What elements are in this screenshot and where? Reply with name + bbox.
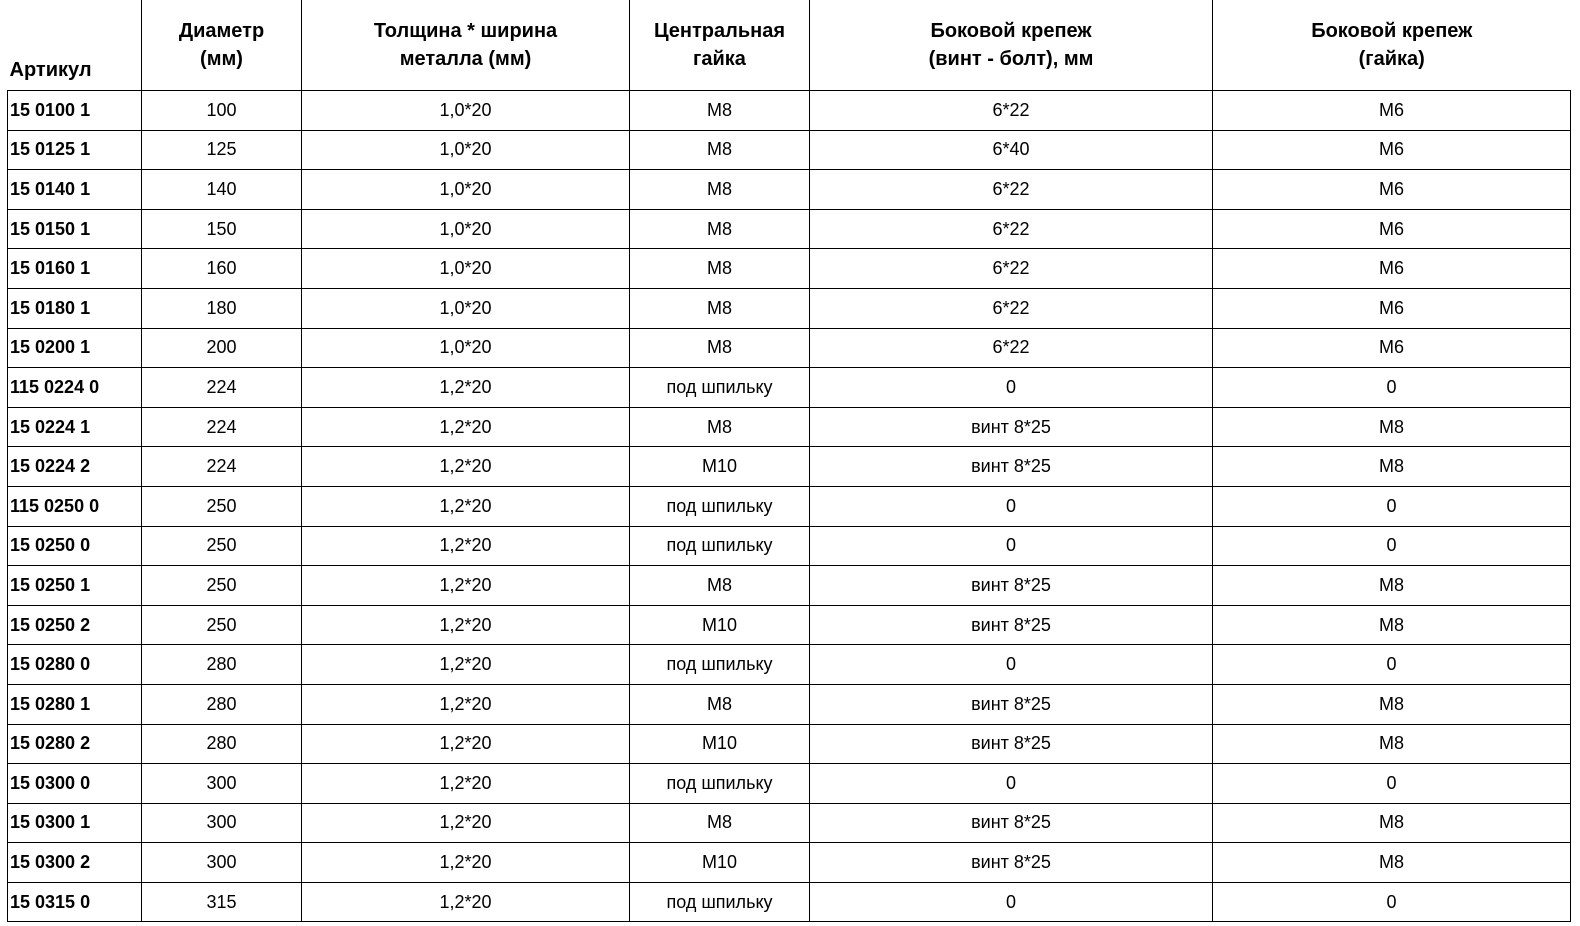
cell-central-nut: M8 (630, 288, 810, 328)
table-row (8, 764, 1571, 804)
cell-side-fastener-nut: M6 (1213, 288, 1571, 328)
cell-thickness-width: 1,2*20 (302, 486, 630, 526)
cell-side-fastener-nut: M8 (1213, 605, 1571, 645)
cell-side-fastener-nut: 0 (1213, 368, 1571, 408)
cell-thickness-width: 1,2*20 (302, 724, 630, 764)
cell-central-nut: M10 (630, 605, 810, 645)
cell-article: 15 0300 2 (8, 843, 142, 883)
cell-article: 15 0224 2 (8, 447, 142, 487)
cell-side-fastener-nut: 0 (1213, 486, 1571, 526)
cell-article: 15 0140 1 (8, 170, 142, 210)
cell-central-nut: M10 (630, 724, 810, 764)
cell-central-nut: под шпильку (630, 764, 810, 804)
cell-side-fastener-screw: винт 8*25 (810, 684, 1213, 724)
cell-side-fastener-nut: M8 (1213, 803, 1571, 843)
header-side-fastener-nut: Боковой крепеж (гайка) (1213, 0, 1571, 91)
cell-thickness-width: 1,0*20 (302, 130, 630, 170)
cell-diameter: 280 (142, 645, 302, 685)
table-row (8, 91, 1571, 131)
table-row (8, 368, 1571, 408)
cell-side-fastener-nut: 0 (1213, 645, 1571, 685)
cell-article: 15 0100 1 (8, 91, 142, 131)
cell-central-nut: M8 (630, 249, 810, 289)
cell-thickness-width: 1,2*20 (302, 645, 630, 685)
cell-thickness-width: 1,2*20 (302, 566, 630, 606)
cell-thickness-width: 1,2*20 (302, 407, 630, 447)
cell-side-fastener-screw: винт 8*25 (810, 407, 1213, 447)
cell-central-nut: под шпильку (630, 645, 810, 685)
cell-diameter: 100 (142, 91, 302, 131)
cell-article: 15 0250 2 (8, 605, 142, 645)
cell-diameter: 150 (142, 209, 302, 249)
cell-article: 15 0300 0 (8, 764, 142, 804)
cell-central-nut: под шпильку (630, 882, 810, 922)
cell-thickness-width: 1,2*20 (302, 605, 630, 645)
cell-diameter: 300 (142, 843, 302, 883)
cell-article: 15 0200 1 (8, 328, 142, 368)
cell-article: 15 0280 0 (8, 645, 142, 685)
cell-diameter: 280 (142, 684, 302, 724)
cell-side-fastener-nut: M6 (1213, 170, 1571, 210)
cell-central-nut: под шпильку (630, 486, 810, 526)
cell-side-fastener-nut: M8 (1213, 684, 1571, 724)
cell-article: 15 0125 1 (8, 130, 142, 170)
cell-thickness-width: 1,0*20 (302, 209, 630, 249)
header-row (8, 0, 1571, 91)
cell-central-nut: M8 (630, 684, 810, 724)
table-row (8, 843, 1571, 883)
table-row (8, 486, 1571, 526)
cell-side-fastener-nut: M6 (1213, 209, 1571, 249)
cell-article: 15 0250 1 (8, 566, 142, 606)
cell-article: 15 0315 0 (8, 882, 142, 922)
cell-thickness-width: 1,2*20 (302, 526, 630, 566)
cell-thickness-width: 1,2*20 (302, 447, 630, 487)
cell-article: 115 0250 0 (8, 486, 142, 526)
cell-side-fastener-screw: 0 (810, 368, 1213, 408)
table-row (8, 170, 1571, 210)
cell-side-fastener-screw: винт 8*25 (810, 803, 1213, 843)
table-row (8, 407, 1571, 447)
cell-diameter: 250 (142, 605, 302, 645)
cell-side-fastener-nut: M6 (1213, 328, 1571, 368)
cell-diameter: 315 (142, 882, 302, 922)
cell-side-fastener-screw: винт 8*25 (810, 566, 1213, 606)
table-row (8, 526, 1571, 566)
cell-side-fastener-nut: 0 (1213, 526, 1571, 566)
cell-side-fastener-screw: 6*22 (810, 328, 1213, 368)
cell-central-nut: M8 (630, 328, 810, 368)
cell-side-fastener-nut: M6 (1213, 91, 1571, 131)
cell-thickness-width: 1,2*20 (302, 764, 630, 804)
table-row (8, 803, 1571, 843)
cell-central-nut: M8 (630, 407, 810, 447)
header-side-fastener-screw: Боковой крепеж (винт - болт), мм (810, 0, 1213, 91)
cell-central-nut: M8 (630, 566, 810, 606)
cell-side-fastener-nut: M8 (1213, 724, 1571, 764)
cell-side-fastener-screw: 0 (810, 882, 1213, 922)
cell-side-fastener-nut: M6 (1213, 249, 1571, 289)
cell-thickness-width: 1,2*20 (302, 803, 630, 843)
cell-central-nut: M8 (630, 91, 810, 131)
cell-side-fastener-screw: 6*22 (810, 249, 1213, 289)
cell-central-nut: под шпильку (630, 368, 810, 408)
cell-diameter: 280 (142, 724, 302, 764)
cell-thickness-width: 1,0*20 (302, 249, 630, 289)
cell-side-fastener-screw: 6*40 (810, 130, 1213, 170)
cell-central-nut: M8 (630, 209, 810, 249)
cell-diameter: 140 (142, 170, 302, 210)
cell-article: 15 0280 1 (8, 684, 142, 724)
table-row (8, 645, 1571, 685)
cell-diameter: 224 (142, 447, 302, 487)
cell-thickness-width: 1,2*20 (302, 843, 630, 883)
cell-side-fastener-screw: 6*22 (810, 170, 1213, 210)
table-row (8, 249, 1571, 289)
cell-diameter: 125 (142, 130, 302, 170)
cell-thickness-width: 1,0*20 (302, 288, 630, 328)
cell-side-fastener-screw: 0 (810, 764, 1213, 804)
cell-central-nut: M8 (630, 130, 810, 170)
cell-side-fastener-nut: M6 (1213, 130, 1571, 170)
cell-side-fastener-screw: 6*22 (810, 91, 1213, 131)
cell-central-nut: M10 (630, 447, 810, 487)
cell-thickness-width: 1,0*20 (302, 91, 630, 131)
spec-table-container (7, 0, 1570, 922)
cell-diameter: 250 (142, 486, 302, 526)
cell-central-nut: под шпильку (630, 526, 810, 566)
cell-diameter: 200 (142, 328, 302, 368)
cell-thickness-width: 1,2*20 (302, 882, 630, 922)
table-row (8, 882, 1571, 922)
table-header (8, 0, 1571, 91)
cell-diameter: 250 (142, 526, 302, 566)
cell-central-nut: M8 (630, 803, 810, 843)
cell-diameter: 250 (142, 566, 302, 606)
cell-article: 15 0160 1 (8, 249, 142, 289)
cell-diameter: 300 (142, 803, 302, 843)
cell-side-fastener-nut: 0 (1213, 882, 1571, 922)
cell-article: 15 0150 1 (8, 209, 142, 249)
cell-thickness-width: 1,2*20 (302, 368, 630, 408)
cell-side-fastener-screw: винт 8*25 (810, 447, 1213, 487)
cell-diameter: 300 (142, 764, 302, 804)
header-central-nut: Центральная гайка (630, 0, 810, 91)
cell-side-fastener-screw: 0 (810, 486, 1213, 526)
table-row (8, 288, 1571, 328)
header-thickness-width: Толщина * ширина металла (мм) (302, 0, 630, 91)
cell-side-fastener-nut: M8 (1213, 843, 1571, 883)
cell-side-fastener-nut: M8 (1213, 566, 1571, 606)
cell-side-fastener-nut: 0 (1213, 764, 1571, 804)
cell-diameter: 180 (142, 288, 302, 328)
cell-diameter: 160 (142, 249, 302, 289)
table-row (8, 605, 1571, 645)
table-row (8, 566, 1571, 606)
table-row (8, 684, 1571, 724)
cell-thickness-width: 1,0*20 (302, 328, 630, 368)
cell-article: 15 0280 2 (8, 724, 142, 764)
cell-diameter: 224 (142, 407, 302, 447)
cell-article: 15 0300 1 (8, 803, 142, 843)
header-diameter: Диаметр (мм) (142, 0, 302, 91)
cell-thickness-width: 1,2*20 (302, 684, 630, 724)
cell-side-fastener-screw: винт 8*25 (810, 843, 1213, 883)
table-row (8, 209, 1571, 249)
cell-side-fastener-screw: 0 (810, 526, 1213, 566)
cell-side-fastener-screw: винт 8*25 (810, 724, 1213, 764)
table-row (8, 130, 1571, 170)
cell-side-fastener-screw: 0 (810, 645, 1213, 685)
cell-side-fastener-screw: 6*22 (810, 209, 1213, 249)
cell-central-nut: M10 (630, 843, 810, 883)
cell-thickness-width: 1,0*20 (302, 170, 630, 210)
cell-side-fastener-screw: винт 8*25 (810, 605, 1213, 645)
cell-article: 15 0250 0 (8, 526, 142, 566)
table-row (8, 724, 1571, 764)
table-row (8, 328, 1571, 368)
cell-side-fastener-nut: M8 (1213, 447, 1571, 487)
table-row (8, 447, 1571, 487)
cell-central-nut: M8 (630, 170, 810, 210)
spec-table (7, 0, 1571, 922)
table-body (8, 91, 1571, 922)
cell-side-fastener-screw: 6*22 (810, 288, 1213, 328)
cell-diameter: 224 (142, 368, 302, 408)
cell-article: 15 0224 1 (8, 407, 142, 447)
header-article: Артикул (8, 0, 142, 91)
cell-article: 115 0224 0 (8, 368, 142, 408)
cell-side-fastener-nut: M8 (1213, 407, 1571, 447)
cell-article: 15 0180 1 (8, 288, 142, 328)
